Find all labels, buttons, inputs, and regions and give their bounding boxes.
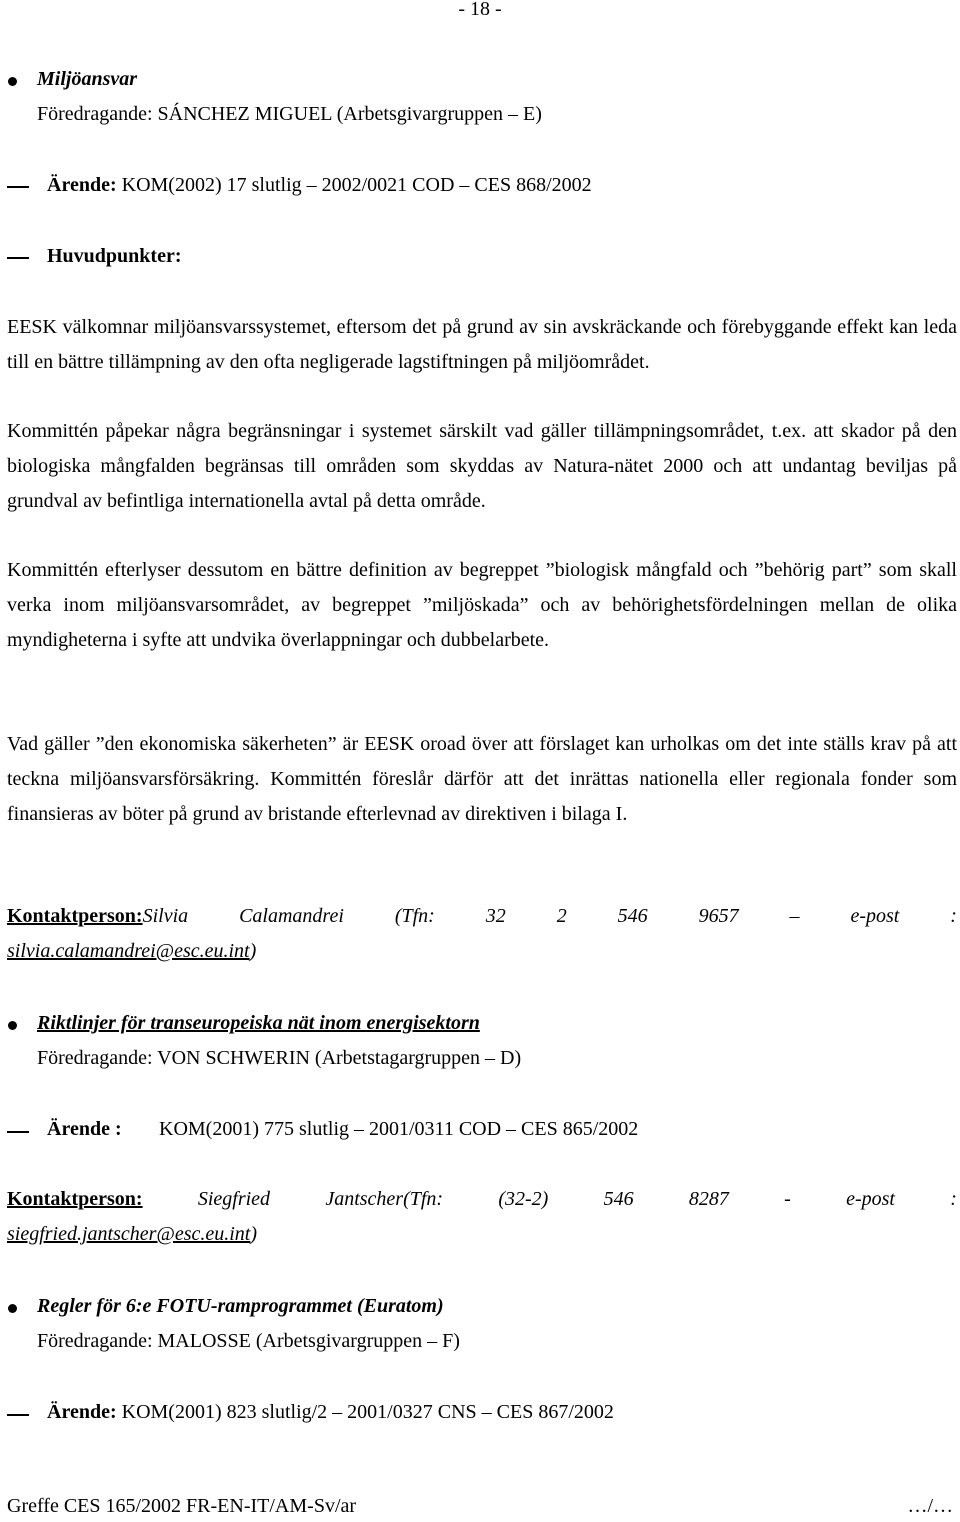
dash-icon [7,1131,29,1133]
contact-label: Kontaktperson: [7,1188,143,1210]
contact-line [7,905,957,928]
contact-word: 8287 [688,1188,729,1210]
contact-line [7,1188,957,1211]
rapporteur-line: Föredragande: SÁNCHEZ MIGUEL (Arbetsgivargruppen – E) [37,103,542,125]
contact-word: 546 [617,905,648,927]
rapporteur-line: Föredragande: MALOSSE (Arbetsgivargruppen – F) [37,1330,460,1352]
contact-word: - [784,1188,791,1210]
bullet-icon [8,1304,17,1313]
footer-reference: Greffe CES 165/2002 FR-EN-IT/AM-Sv/ar [7,1495,357,1517]
contact-close: ) [250,1223,258,1245]
paragraph: Vad gäller ”den ekonomiska säkerheten” är EESK oroad över att förslaget kan urholkas om det inte ställs krav på att teckna miljöansvarsförsäkring. Kommittén föreslår därför att det inrättas nationella eller regionala fonder som finansieras av böter på grund av bristande efterlevnad av direktiven i bilaga I. [7,733,957,825]
footer-continuation: …/… [907,1495,953,1517]
arende-label: Ärende : [47,1118,122,1140]
section-title-riktlinjer: Riktlinjer för transeuropeiska nät inom energisektorn [37,1012,480,1034]
contact-label: Kontaktperson: [7,905,143,927]
contact-word: 546 [603,1188,634,1210]
contact-word: : [950,905,957,927]
arende-line [47,174,592,197]
paragraph: EESK välkomnar miljöansvarssystemet, eftersom det på grund av sin avskräckande och förebyggande effekt kan leda till en bättre tillämpning av den ofta negligerade lagstiftningen på miljöområdet. [7,316,957,373]
contact-word: 9657 [698,905,739,927]
dash-icon [7,186,29,188]
section-title-regler: Regler för 6:e FOTU-ramprogrammet (Euratom) [37,1295,444,1317]
contact-email-line [7,940,256,963]
contact-word: Silvia [142,905,189,927]
contact-word: (32-2) [498,1188,549,1210]
paragraph: Kommittén påpekar några begränsningar i systemet särskilt vad gäller tillämpningsområdet, t.ex. att skador på den biologiska mångfalden begränsas till områden som skyddas av Natura-nätet 2000 och att undantag beviljas på grundval av befintliga internationella avtal på detta område. [7,420,957,512]
arende-line [47,1401,614,1424]
arende-value: KOM(2002) 17 slutlig – 2002/0021 COD – CES 868/2002 [121,174,592,196]
contact-close: ) [249,940,257,962]
contact-word: e-post [846,1188,895,1210]
paragraph: Kommittén efterlyser dessutom en bättre definition av begreppet ”biologisk mångfald och ”behörig part” som skall verka inom miljöansvarsområdet, av begreppet ”miljöskada” och av behörighetsfördelningen mellan de olika myndigheterna i syfte att undvika överlappningar och dubbelarbete. [7,559,957,651]
section-title-miljoansvar: Miljöansvar [37,68,138,90]
bullet-icon [8,77,17,86]
contact-email-line [7,1223,257,1246]
contact-word: : [950,1188,957,1210]
rapporteur-line: Föredragande: VON SCHWERIN (Arbetstagargruppen – D) [37,1047,522,1069]
contact-word: e-post [850,905,900,927]
contact-email-link[interactable]: siegfried.jantscher@esc.eu.int [7,1223,251,1245]
contact-word: Jantscher(Tfn: [325,1188,444,1210]
huvudpunkter-label: Huvudpunkter: [47,245,182,267]
contact-word: Calamandrei [239,905,344,927]
contact-word: – [789,905,800,927]
arende-value: KOM(2001) 775 slutlig – 2001/0311 COD – CES 865/2002 [159,1118,639,1140]
bullet-icon [8,1021,17,1030]
page-number: - 18 - [458,0,502,20]
arende-label: Ärende: [47,174,117,196]
arende-line [47,1118,638,1141]
contact-word: 32 [485,905,506,927]
contact-word: (Tfn: [394,905,435,927]
dash-icon [7,257,29,259]
contact-word: Siegfried [197,1188,271,1210]
contact-email-link[interactable]: silvia.calamandrei@esc.eu.int [7,940,250,962]
arende-label: Ärende: [47,1401,117,1423]
dash-icon [7,1414,29,1416]
arende-value: KOM(2001) 823 slutlig/2 – 2001/0327 CNS – CES 867/2002 [121,1401,614,1423]
contact-word: 2 [556,905,567,927]
